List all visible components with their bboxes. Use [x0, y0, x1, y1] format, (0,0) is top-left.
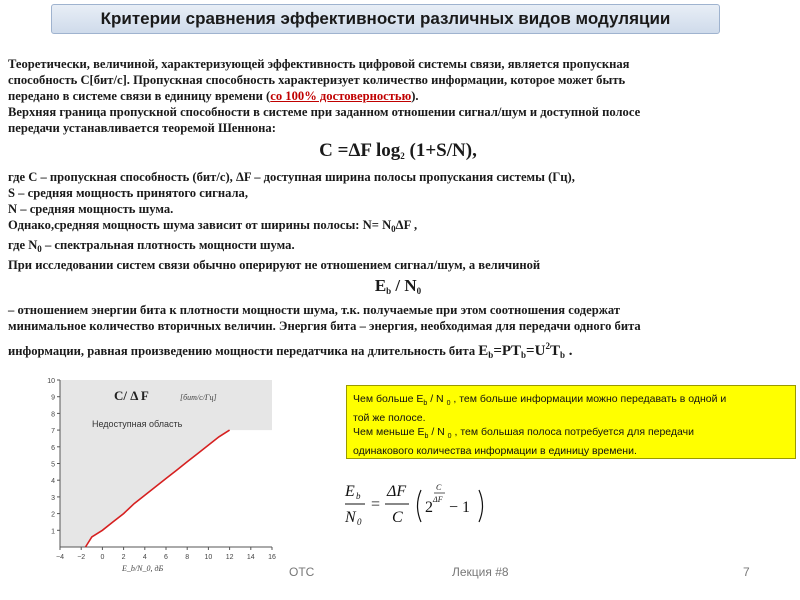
- para1-line3: [8, 88, 788, 104]
- noise-post: ΔF ,: [395, 218, 418, 232]
- note-l1-mid: / N: [427, 393, 447, 405]
- y-tick-label: 2: [51, 511, 55, 519]
- page-number: 7: [743, 565, 750, 579]
- note-l3-0: 0: [447, 433, 452, 440]
- def-study: При исследовании систем связи обычно оперируют не отношением сигнал/шум, а величиной: [8, 258, 541, 272]
- shannon-pre: C =ΔF log: [319, 140, 401, 161]
- y-tick-label: 3: [51, 494, 55, 502]
- note-l1-pre: Чем больше E: [353, 393, 424, 405]
- y-tick-label: 7: [51, 428, 55, 436]
- f2-exp-top: C: [436, 483, 442, 492]
- f2-minus-one: − 1: [449, 499, 471, 516]
- para3-line3: [8, 338, 788, 363]
- x-tick-label: 4: [142, 554, 147, 561]
- def-noise: [8, 217, 788, 237]
- def-n: N – средняя мощность шума.: [8, 202, 174, 216]
- capacity-chart: [22, 372, 294, 582]
- x-tick-label: −4: [56, 554, 64, 561]
- region-label: Недоступная область: [92, 419, 183, 429]
- f2-c: C: [392, 509, 403, 526]
- ebn0-mid: / N: [391, 276, 417, 295]
- x-tick-label: −2: [77, 554, 86, 561]
- para1-line3-pre: передано в системе связи в единицу времени (: [8, 89, 271, 103]
- eb-t: T: [549, 343, 560, 359]
- reliability-link[interactable]: со 100% достоверностью: [270, 89, 412, 103]
- x-tick-label: 8: [185, 554, 190, 561]
- footer-lecture: Лекция #8: [452, 565, 509, 579]
- y-ticks: [47, 378, 60, 535]
- para1-line1: Теоретически, величиной, характеризующей эффективность цифровой системы связи, является пропускная: [8, 57, 630, 71]
- x-tick-label: 12: [225, 554, 234, 561]
- f2-exp-bot: ΔF: [433, 495, 443, 504]
- eb-e: E: [478, 343, 489, 359]
- slide-title: Критерии сравнения эффективности различных видов модуляции: [100, 9, 671, 28]
- ebn0-b: b: [386, 286, 392, 296]
- f2-eb-sub: b: [356, 491, 361, 501]
- footer-course: ОТС: [289, 565, 315, 579]
- eb-eq: =PT: [493, 343, 522, 359]
- y-tick-label: 9: [51, 394, 55, 402]
- x-axis-label: E_b/N_0, дБ: [122, 564, 164, 573]
- para3-line3-pre: информации, равная произведению мощности передатчика на длительность бита: [8, 344, 479, 358]
- y-tick-label: 8: [51, 411, 55, 419]
- chart-title: C/ Δ F: [114, 388, 149, 403]
- f2-n0: N: [345, 509, 356, 526]
- noise-sub: 0: [391, 224, 396, 234]
- tb-b: b: [521, 350, 527, 360]
- ebn0-zero: 0: [416, 286, 422, 296]
- note-l1-b: b: [423, 400, 428, 407]
- eb-b: b: [488, 350, 494, 360]
- tb2-b: b: [559, 350, 565, 360]
- title-bar: [51, 4, 720, 34]
- para3-line1: – отношением энергии бита к плотности мощности шума, т.к. получаемые при этом соотношения содержат: [8, 303, 621, 317]
- note-line4: одинакового количества информации в единицу времени.: [353, 445, 637, 457]
- def-c: где C – пропускная способность (бит/с), ΔF – доступная ширина полосы пропускания системы (Гц),: [8, 170, 575, 184]
- note-l3-b: b: [424, 433, 429, 440]
- para3-line2: минимальное количество вторичных величин. Энергия бита – энергия, необходимая для передачи одного бита: [8, 319, 641, 333]
- ebn0-heading: [8, 275, 788, 302]
- note-line2: той же полосе.: [353, 412, 426, 424]
- shannon-sub: 2: [400, 151, 405, 161]
- shannon-post: (1+S/N),: [404, 140, 477, 161]
- f2-eb: E: [345, 483, 355, 500]
- eb-eq2: =U: [526, 343, 546, 359]
- y-tick-label: 5: [51, 461, 55, 469]
- x-tick-label: 0: [100, 554, 105, 561]
- f2-n0-sub: 0: [357, 517, 362, 527]
- note-l3-post: , тем большая полоса потребуется для передачи: [451, 426, 694, 438]
- def-s: S – средняя мощность принятого сигнала,: [8, 186, 248, 200]
- para1-line2: способность С[бит/с]. Пропускная способность характеризует количество информации, которое может быть: [8, 73, 626, 87]
- y-tick-label: 1: [51, 528, 55, 536]
- para2-line1: Верхняя граница пропускной способности в системе при заданном отношении сигнал/шум и доступной полосе: [8, 105, 641, 119]
- noise-pre: Однако,средняя мощность шума зависит от ширины полосы: N= N: [8, 218, 392, 232]
- n0-sub: 0: [37, 244, 42, 254]
- y-tick-label: 4: [51, 478, 55, 486]
- chart-unit: [бит/с/Гц]: [180, 393, 217, 402]
- eb-end: .: [564, 343, 573, 359]
- x-tick-label: 16: [268, 554, 276, 561]
- f2-two: 2: [425, 499, 433, 516]
- y-tick-label: 10: [47, 378, 55, 385]
- ebn0-formula: [343, 476, 493, 536]
- note-l3-mid: / N: [428, 426, 448, 438]
- shannon-formula: [8, 138, 788, 169]
- ebn0-e: E: [374, 276, 387, 295]
- svg-text:=: =: [371, 496, 381, 513]
- f2-df: ΔF: [387, 483, 407, 500]
- def-n0: [8, 237, 788, 257]
- slide-body: [8, 56, 788, 363]
- u-square: 2: [545, 341, 550, 351]
- unavailable-region: [60, 380, 272, 547]
- y-tick-label: 6: [51, 444, 55, 452]
- x-tick-label: 6: [164, 554, 168, 561]
- note-line3: [353, 425, 789, 444]
- note-l3-pre: Чем меньше E: [353, 426, 425, 438]
- note-l1-0: 0: [446, 400, 451, 407]
- para1-line3-post: ).: [411, 89, 419, 103]
- x-tick-label: 14: [246, 554, 255, 561]
- x-ticks: [56, 547, 276, 561]
- note-box: [346, 385, 796, 459]
- note-l1-post: , тем больше информации можно передавать в одной и: [450, 393, 727, 405]
- x-tick-label: 10: [204, 554, 213, 561]
- x-tick-label: 2: [121, 554, 126, 561]
- n0-post: – спектральная плотность мощности шума.: [41, 238, 295, 252]
- note-line1: [353, 392, 789, 411]
- n0-pre: где N: [8, 238, 38, 252]
- para2-line2: передачи устанавливается теоремой Шеннона:: [8, 121, 276, 135]
